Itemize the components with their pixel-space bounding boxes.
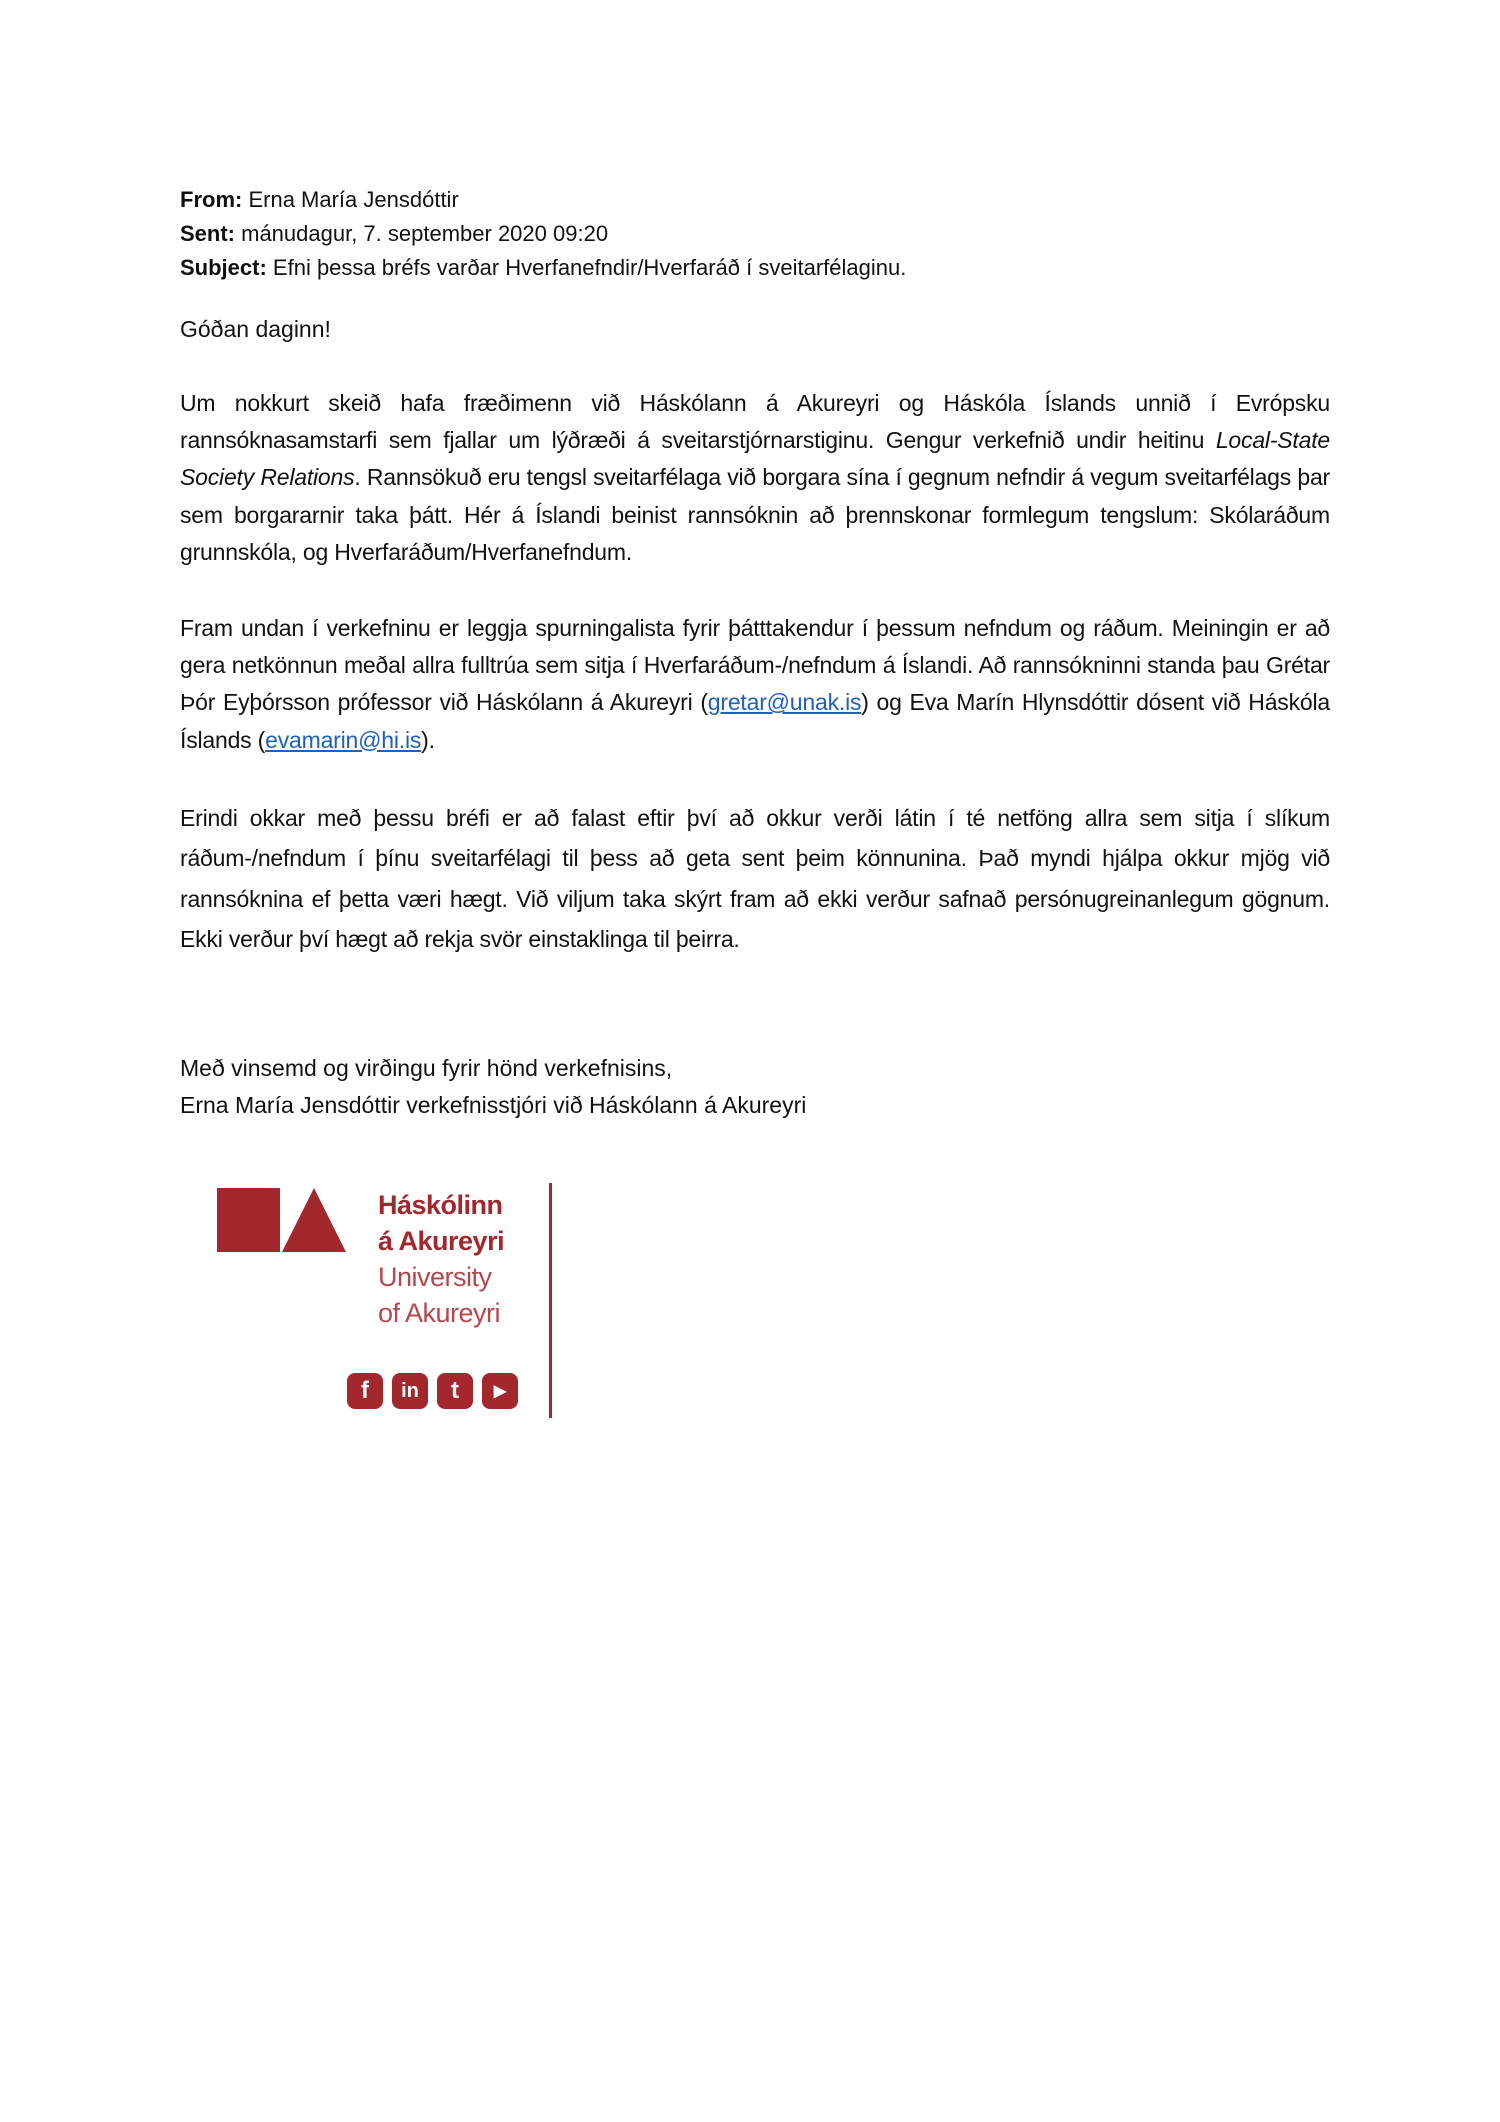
email-header	[180, 183, 906, 285]
social-icons	[347, 1373, 518, 1409]
project-name: Local-State Society Relations	[180, 427, 1330, 491]
logo-square-icon	[217, 1188, 280, 1252]
university-logo-text: Háskólinn á Akureyri University of Akureyri	[378, 1190, 505, 1328]
subject-line: Subject: Efni þessa bréfs varðar Hverfanefndir/Hverfaráð í sveitarfélaginu.	[180, 255, 907, 280]
greeting: Góðan daginn!	[180, 316, 331, 342]
sent-line: Sent: mánudagur, 7. september 2020 09:20	[180, 221, 609, 246]
facebook-icon[interactable]: f	[347, 1373, 383, 1409]
subject-value: Efni þessa bréfs varðar Hverfanefndir/Hverfaráð í sveitarfélaginu.	[272, 255, 907, 280]
signoff: Með vinsemd og virðingu fyrir hönd verkefnisins,	[180, 1055, 673, 1081]
email-link-gretar[interactable]: gretar@unak.is	[707, 689, 862, 716]
sent-value: mánudagur, 7. september 2020 09:20	[241, 221, 609, 246]
from-line: From: Erna María Jensdóttir	[180, 187, 459, 212]
email-link-evamarin[interactable]: evamarin@hi.is	[265, 726, 422, 753]
logo-triangle-icon	[282, 1188, 346, 1252]
youtube-icon[interactable]: ▶	[482, 1373, 518, 1409]
signature-divider	[549, 1183, 552, 1418]
signature-block	[180, 1050, 806, 1124]
linkedin-icon[interactable]: in	[392, 1373, 428, 1409]
paragraph-intro: Um nokkurt skeið hafa fræðimenn við Háskólann á Akureyri og Háskóla Íslands unnið í Evrópsku rannsóknasamstarfi sem fjallar um lýðræði á sveitarstjórnarstiginu. Gengur verkefnið undir heitinu Local-State Society Relations. Rannsökuð eru tengsl sveitarfélaga við borgara sína í gegnum nefndir á vegum sveitarfélags þar sem borgararnir taka þátt. Hér á Íslandi beinist rannsóknin að þrennskonar formlegum tengslum: Skólaráðum grunnskóla, og Hverfaráðum/Hverfanefndum.	[180, 390, 1330, 565]
paragraph-survey: Fram undan í verkefninu er leggja spurningalista fyrir þátttakendur í þessum nefndum og ráðum. Meiningin er að gera netkönnun meðal allra fulltrúa sem sitja í Hverfaráðum-/nefndum á Íslandi. Að rannsókninni standa þau Grétar Þór Eyþórsson prófessor við Háskólann á Akureyri (gretar@unak.is) og Eva Marín Hlynsdóttir dósent við Háskóla Íslands (evamarin@hi.is).	[180, 615, 1330, 753]
from-value: Erna María Jensdóttir	[248, 187, 459, 212]
signature: Erna María Jensdóttir verkefnisstjóri við Háskólann á Akureyri	[180, 1092, 807, 1118]
paragraph-request: Erindi okkar með þessu bréfi er að falast eftir því að okkur verði látin í té netföng allra sem sitja í slíkum ráðum-/nefndum í þínu sveitarfélagi til þess að geta sent þeim könnunina. Það myndi hjálpa okkur mjög við rannsóknina ef þetta væri hægt. Við viljum taka skýrt fram að ekki verður safnað persónugreinanlegum gögnum. Ekki verður því hægt að rekja svör einstaklinga til þeirra.	[180, 805, 1330, 952]
twitter-icon[interactable]: t	[437, 1373, 473, 1409]
